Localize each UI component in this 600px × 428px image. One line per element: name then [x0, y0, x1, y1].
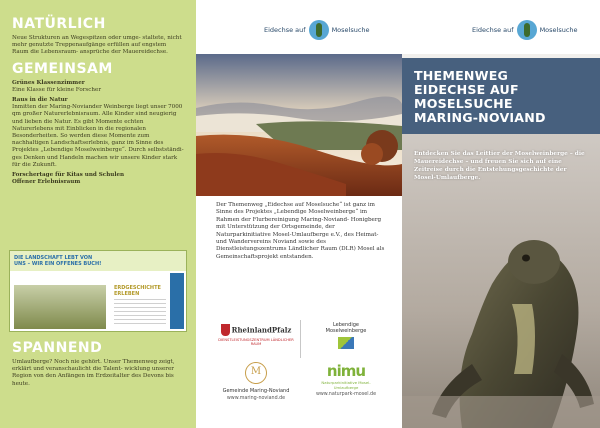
gemeinde-url[interactable]: www.maring-noviand.de	[226, 396, 286, 401]
natuerlich-text: Neue Strukturen an Wegespitzen oder umge- staltete, nicht mehr genutzte Treppenaufgänge erfüllen auf engstem Raum die Lebensraum- ansprüche der Mauereidechse.	[12, 35, 182, 56]
middle-panel	[196, 0, 402, 428]
klassenzimmer-title: Grünes Klassenzimmer	[12, 79, 85, 86]
gemeinde-logo	[214, 362, 298, 401]
gemeinde-name: Gemeinde Maring-Noviand	[222, 388, 290, 394]
eidechse-logo-middle	[264, 20, 370, 40]
left-panel	[0, 0, 196, 428]
logo-text-2: Moselsuche	[539, 26, 578, 34]
right-panel	[402, 0, 600, 428]
logo-text: Eidechse auf	[472, 26, 514, 34]
logo-divider	[300, 320, 301, 358]
lebendige-moselweinberge-logo	[306, 322, 386, 351]
intro-text: Entdecken Sie das Leittier der Moselweinberge – die Mauereidechse – und freuen Sie sich auf eine Zeitreise durch die Entstehungsgeschichte der Mosel-Umlaufberge.	[414, 151, 585, 181]
promo-sub: ERDGESCHICHTE ERLEBEN	[114, 285, 161, 297]
logo-text-2: Moselsuche	[331, 26, 370, 34]
promo-photo	[14, 285, 106, 329]
heading-gemeinsam: GEMEINSAM	[12, 60, 113, 77]
partner-logos	[214, 318, 386, 418]
klassenzimmer-sub: Eine Klasse für kleine Forscher	[12, 86, 101, 93]
title-line-1: THEMENWEG	[414, 68, 509, 83]
promo-heading: DIE LANDSCHAFT LEBT VON UNS – WIR EIN OFFENES BUCH!	[14, 255, 102, 267]
title-line-3: MARING-NOVIAND	[414, 110, 546, 125]
title-box	[402, 58, 600, 134]
nimu-sub: Naturparkinitiative Mosel-Umlaufberge	[321, 380, 371, 390]
heading-spannend: SPANNEND	[12, 340, 103, 356]
promo-blurb	[114, 299, 166, 327]
raus-title: Raus in die Natur	[12, 97, 68, 104]
promo-image	[9, 250, 187, 332]
title-line-2: EIDECHSE AUF MOSELSUCHE	[414, 82, 519, 111]
promo-side-bar	[170, 273, 184, 329]
project-text: Der Themenweg „Eidechse auf Moselsuche“ ist ganz im Sinne des Projektes „Lebendige Moselweinberge“ im Rahmen der Flurbereinigung Maring-Noviand- Honigberg mit Unterstützung der Ortsgemeinde, der Naturparkinitiative Mosel-Umlaufberge e.V., des Heimat- und Wandervereins Noviand sowie des Dienstleistungszentrums Ländlicher Raum (DLR) Mosel als Gemeinschaftsprojekt entstanden.	[216, 202, 385, 260]
logo-text: Eidechse auf	[264, 26, 306, 34]
lizard-logo-icon	[517, 20, 537, 40]
nimu-logo	[306, 362, 386, 397]
rlp-name: RheinlandPfalz	[231, 325, 292, 335]
eidechse-logo-right	[472, 20, 578, 40]
erlebnisraum: Offener Erlebnisraum	[12, 179, 81, 186]
lm-name: Lebendige Moselweinberge	[325, 322, 367, 334]
gemeinde-crest-icon	[245, 362, 267, 384]
lm-mark-icon	[338, 337, 354, 349]
vineyard-landscape-photo	[196, 54, 402, 196]
nimu-wordmark: nimu	[326, 362, 366, 380]
raus-text: Inmitten der Maring-Noviander Weinberge liegt unser 7000 qm großer Naturerlebnisraum. Alle Kinder sind neugierig und lieben die Natur. Es gibt Momente echten Naturerlebens mit Einblicken in die regionalen Besonderheiten. So werden diese Momente zum nachhaltigen Landschaftserlebnis, ganz im Sinne des Projektes „Lebendige Moselweinberge“. Durch selbstständi- ges Denken und Handeln machen wir unsere Kinder stark für die Zukunft.	[12, 104, 184, 168]
forschertage: Forschertage für Kitas und Schulen	[12, 172, 125, 179]
rlp-crest-icon	[221, 324, 230, 336]
lizard-logo-icon	[309, 20, 329, 40]
heading-natuerlich: NATÜRLICH	[12, 16, 106, 32]
rlp-logo	[214, 324, 298, 346]
spannend-text: Umlaufberge? Noch nie gehört. Unser Themenweg zeigt, erklärt und veranschaulicht die Talent- wicklung unserer Region von den Anfängen im Erdzeitalter des Devons bis heute.	[12, 359, 175, 387]
nimu-url[interactable]: www.naturpark-mosel.de	[315, 392, 377, 397]
rlp-sub: DIENSTLEISTUNGSZENTRUM LÄNDLICHER RAUM	[218, 338, 294, 346]
